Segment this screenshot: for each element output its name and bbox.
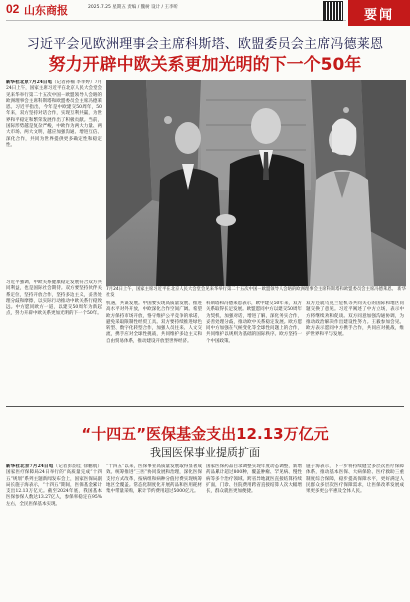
lead-column-continued: 习近平强调，中欧关系健康稳定发展符合双方共同利益，也是国际社会期待。双方要坚持伙伴关系定位，坚持开放合作，坚持多边主义，妥善处理分歧和摩擦，以实际行动推动中欧关系行稳致远。中方愿同欧方一道，以建交50周年为新起点，努力开辟中欧关系更加光明的下一个50年。 <box>6 280 102 317</box>
sub-headline: 习近平会见欧洲理事会主席科斯塔、欧盟委员会主席冯德莱恩 <box>26 37 384 52</box>
lead-byline: 新华社北京7月24日电 <box>6 80 53 85</box>
article-column: 双方还就乌克兰危机等共同关心的国际和地区问题交换了意见。习近平阐述了中方立场，表示中方将继续劝和促谈。双方同意加强沟通协调，为推动政治解决作出建设性努力。王毅参加会见。欧方表示愿同中方携手合作，共同应对挑战，维护世界和平与发展。 <box>306 301 404 338</box>
second-byline: 新华社北京7月24日电 <box>6 464 54 469</box>
second-article-column: 施子海表示，下一步将持续健全多层次医疗保障体系，推动基本医保、大病保险、医疗救助三重制度综合保障，稳步提高保障水平，更好满足人民群众多层次医疗保障需求，让医保改革发展成果更多更公平惠及全体人民。 <box>306 464 404 495</box>
lead-text: （记者孙楠 李孝婷）7月24日上午，国家主席习近平在北京人民大会堂会见来华举行第二十五次中国－欧盟领导人会晤的欧洲理事会主席科斯塔和欧盟委员会主席冯德莱恩。习近平指出，今年是中欧建交50周年，50年来，双方坚持对话合作，实现互利共赢，为世界和平稳定和繁荣发展作出了积极贡献。当前，国际形势越是复杂严峻，中欧作为两大力量、两大市场、两大文明，越应加强沟通、增进互信、深化合作，共同为世界提供更多确定性和稳定性。 <box>6 80 102 148</box>
paper-name: 山东商报 <box>24 4 68 17</box>
second-headline: “十四五”医保基金支出12.13万亿元 <box>81 425 329 443</box>
article-divider <box>6 406 404 407</box>
article-column: 机遇，共谋发展。中国要实现高质量发展、推进高水平对外开放，中欧深化合作空间广阔。希望欧方保持市场开放，恪守维护公平竞争的承诺，避免采取限制性经贸工具。双方要持续推进绿色转型、数字化转型合作，加强人员往来、人文交流，携手应对全球性挑战，共同维护多边主义和自由贸易体系，推动建设开放型世界经济。 <box>106 301 202 344</box>
qr-code-icon <box>324 2 342 20</box>
lead-column <box>6 80 102 280</box>
main-headline: 努力开辟中欧关系更加光明的下一个50年 <box>48 55 362 75</box>
photo-caption: 7月24日上午，国家主席习近平在北京人民大会堂会见来华举行第二十五次中国－欧盟领导人会晤的欧洲理事会主席科斯塔和欧盟委员会主席冯德莱恩。 新华社发 <box>106 287 406 298</box>
second-sub-headline: 我国医保事业提质扩面 <box>150 446 260 459</box>
page-number: 02 <box>6 2 20 16</box>
issue-info: 2025.7.25 星期五 责编 / 魏树 设计 / 王李昕 <box>88 5 178 10</box>
second-article-column: 国家医保药品目录调整实现年度动态调整，新增药品累计超过800种，覆盖肿瘤、罕见病、慢性病等多个治疗领域。跨省异地就医直接结算持续扩面，门诊、住院费用跨省直接结算人次大幅增长，群众就医更加便捷。 <box>206 464 302 495</box>
news-photo-illustration <box>106 80 406 286</box>
header-divider <box>6 20 346 21</box>
news-photo <box>106 80 406 286</box>
second-lead-text: （记者彭韵佳 徐鹏航）国家医疗保障局24日举行的“高质量完成“十四五”规划”系列主题新闻发布会上，国家医保局副局长施子海表示，“十四五”期间，医保基金累计支出12.13万亿元。截至2024年底，我国基本医保参保人数达13.27亿人，参保率稳定在95%左右，全民医保基本实现。 <box>6 464 102 507</box>
article-column: 科斯塔和冯德莱恩表示，欧中建交50年来，双方关系取得长足发展。欧盟愿同中方以建交50周年为契机，加强对话，增进了解，深化务实合作，妥善处理分歧，推动欧中关系稳定发展。欧方愿同中方加强在气候变化等全球性问题上的合作，共同维护以规则为基础的国际秩序。欧方坚持一个中国政策。 <box>206 301 302 344</box>
section-title: 要闻 <box>363 8 394 23</box>
second-article-column <box>6 464 102 598</box>
second-article-column: “十四五”以来，医保事业高质量发展取得显著成效。统筹推进“三医”协同发展和治理，深化医保支付方式改革，按病组和病种分值付费实现统筹地区全覆盖。常态化制度化开展药品和医用耗材集中带量采购，累计节约费用超过5000亿元。 <box>106 464 202 495</box>
